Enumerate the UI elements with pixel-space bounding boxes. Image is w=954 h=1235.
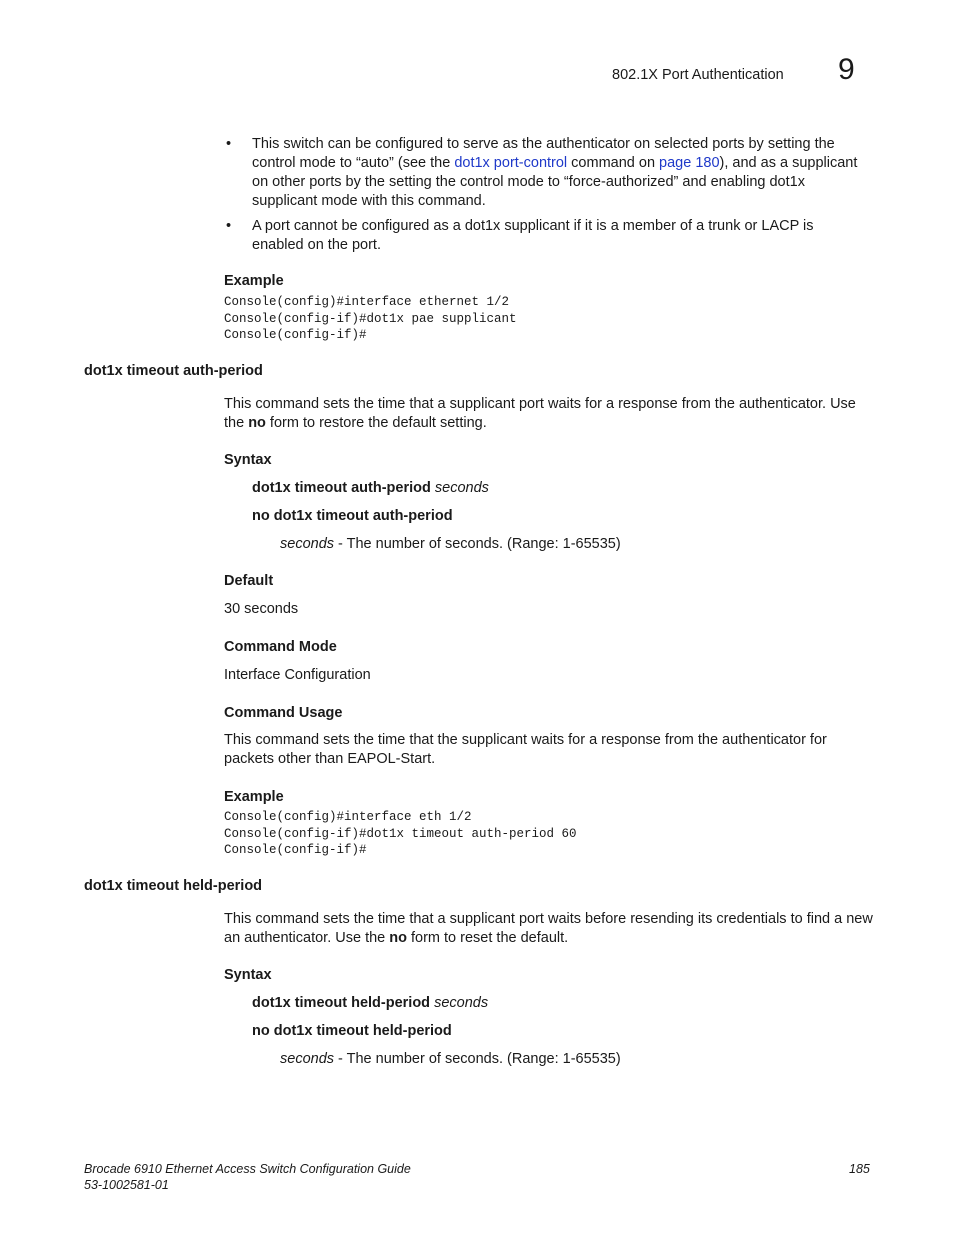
- code-line: Console(config-if)#dot1x timeout auth-period 60: [224, 826, 577, 841]
- default-value: 30 seconds: [224, 601, 299, 617]
- description-text: form to restore the default setting.: [265, 415, 487, 431]
- description-text: This command sets the time that a supplicant port waits before resending its credentials to find a new an authenticator. Use the: [224, 911, 873, 946]
- command-mode-heading: Command Mode: [224, 639, 337, 655]
- bullet-icon: •: [226, 136, 232, 152]
- parameter-line: [280, 1050, 621, 1069]
- no-keyword: no: [389, 930, 407, 946]
- no-keyword: no: [248, 415, 266, 431]
- syntax-heading: Syntax: [224, 967, 272, 983]
- bullet-text: ), and as a supplicant on other ports by the setting the control mode to “force-authorized” and enabling dot1x supplicant mode with this command.: [252, 155, 858, 209]
- syntax-line: [252, 479, 489, 498]
- parameter-description: - The number of seconds. (Range: 1-65535): [334, 536, 621, 552]
- description-text: This command sets the time that a supplicant port waits for a response from the authenticator. Use the: [224, 396, 856, 431]
- bullet-text: command on: [567, 155, 660, 171]
- code-line: Console(config)#interface eth 1/2: [224, 810, 472, 824]
- default-heading: Default: [224, 573, 274, 589]
- syntax-argument: seconds: [434, 480, 489, 496]
- footer-doc-title: Brocade 6910 Ethernet Access Switch Configuration Guide: [84, 1162, 411, 1176]
- bullet-text: A port cannot be configured as a dot1x supplicant if it is a member of a trunk or LACP is enabled on the port.: [252, 218, 814, 253]
- bullet-icon: •: [226, 218, 232, 234]
- bullet-item: [226, 217, 866, 255]
- syntax-no-form: no dot1x timeout held-period: [252, 1023, 452, 1039]
- syntax-argument: seconds: [434, 995, 489, 1011]
- dot1x-port-control-link[interactable]: dot1x port-control: [454, 155, 568, 171]
- footer-doc-number: 53-1002581-01: [84, 1178, 169, 1192]
- syntax-command: dot1x timeout auth-period: [252, 480, 431, 496]
- command-title-auth-period: dot1x timeout auth-period: [84, 363, 263, 379]
- code-line: Console(config-if)#: [224, 843, 367, 857]
- example-heading: Example: [224, 789, 284, 805]
- syntax-command: dot1x timeout held-period: [252, 995, 431, 1011]
- description-text: form to reset the default.: [406, 930, 569, 946]
- example-heading: Example: [224, 273, 284, 289]
- command-usage-text: This command sets the time that the supplicant waits for a response from the authenticator for packets other than EAPOL-Start.: [224, 732, 827, 767]
- code-line: Console(config)#interface ethernet 1/2: [224, 295, 510, 309]
- command-description: [224, 395, 874, 433]
- bullet-item: [226, 135, 866, 211]
- command-mode-value: Interface Configuration: [224, 667, 371, 683]
- running-header-title: 802.1X Port Authentication: [612, 67, 784, 83]
- chapter-number: 9: [838, 53, 855, 86]
- syntax-heading: Syntax: [224, 452, 272, 468]
- parameter-description: - The number of seconds. (Range: 1-65535): [334, 1051, 621, 1067]
- bullet-text: This switch can be configured to serve as the authenticator on selected ports by setting the control mode to “auto” (see the: [252, 136, 835, 171]
- parameter-line: [280, 535, 621, 554]
- parameter-name: seconds: [280, 536, 335, 552]
- command-title-held-period: dot1x timeout held-period: [84, 878, 263, 894]
- page-180-link[interactable]: page 180: [659, 155, 720, 171]
- command-usage-heading: Command Usage: [224, 705, 343, 721]
- bullet-list: [226, 135, 866, 261]
- command-description: [224, 910, 874, 948]
- syntax-line: [252, 994, 488, 1013]
- code-line: Console(config-if)#dot1x pae supplicant: [224, 311, 517, 326]
- syntax-no-form: no dot1x timeout auth-period: [252, 508, 453, 524]
- page-number: 185: [849, 1162, 870, 1176]
- code-line: Console(config-if)#: [224, 328, 367, 342]
- parameter-name: seconds: [280, 1051, 335, 1067]
